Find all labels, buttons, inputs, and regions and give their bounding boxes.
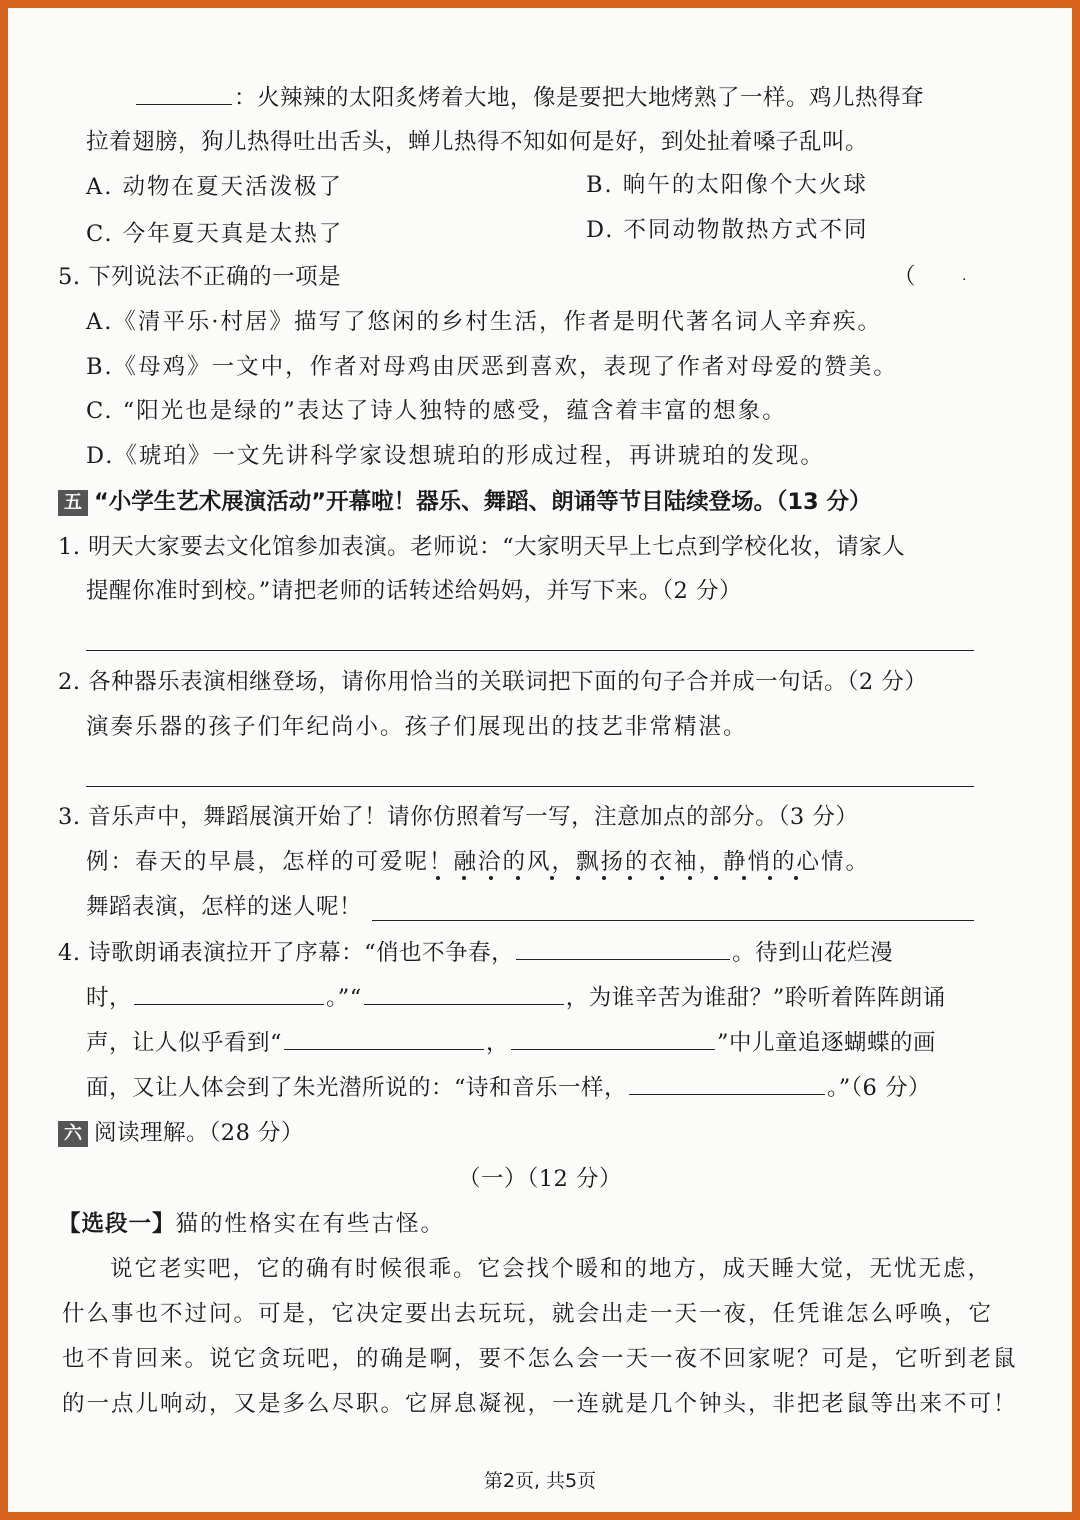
q5-option-d: D.《琥珀》一文先讲科学家设想琥珀的形成过程，再讲琥珀的发现。: [86, 443, 825, 469]
q4-line1: [134, 82, 924, 113]
q5-stem: 5. 下列说法不正确的一项是: [58, 264, 342, 290]
passage-line2: 什么事也不过问。可是，它决定要出去玩玩，就会出走一天一夜，任凭谁怎么呼唤，它: [62, 1301, 994, 1327]
passage-line1: 说它老实吧，它的确有时候很乖。它会找个暖和的地方，成天睡大觉，无忧无虑，: [110, 1256, 993, 1282]
section6-title: 阅读理解。（28 分）: [94, 1120, 305, 1146]
s5-q2-line2: 演奏乐器的孩子们年纪尚小。孩子们展现出的技艺非常精湛。: [86, 714, 748, 740]
answer-blank[interactable]: [136, 82, 232, 105]
passage-subtitle: （一）（12 分）: [457, 1166, 623, 1192]
s5-q1-line2: 提醒你准时到校。”请把老师的话转述给妈妈，并写下来。（2 分）: [86, 578, 742, 604]
emphasis-dots: [434, 876, 804, 882]
answer-blank[interactable]: [629, 1072, 825, 1095]
passage-label: 【选段一】: [58, 1211, 176, 1237]
section-badge: 六: [58, 1121, 88, 1147]
passage-line3: 也不肯回来。说它贪玩吧，的确是啊，要不怎么会一天一夜不回家呢？可是，它听到老鼠: [62, 1346, 1018, 1372]
option-c: C. 今年夏天真是太热了: [86, 221, 344, 247]
option-b: B. 晌午的太阳像个大火球: [586, 172, 868, 198]
s5-q4-line4: 面，又让人体会到了朱光潜所说的：“诗和音乐一样， 。”（6 分）: [86, 1072, 931, 1103]
section5-heading: [58, 487, 871, 517]
s5-q1-line1: 1. 明天大家要去文化馆参加表演。老师说：“大家明天早上七点到学校化妆，请家人: [58, 534, 906, 560]
answer-line-q3[interactable]: [372, 920, 974, 921]
s5-q4-line3: 声，让人似乎看到“ ， ”中儿童追逐蝴蝶的画: [86, 1027, 936, 1058]
s5-q2-line1: 2. 各种器乐表演相继登场，请你用恰当的关联词把下面的句子合并成一句话。（2 分）: [58, 669, 928, 695]
q5-option-c: C. “阳光也是绿的”表达了诗人独特的感受，蕴含着丰富的想象。: [86, 398, 787, 424]
paren-dot: ·: [962, 272, 967, 288]
paren-open: （: [893, 264, 917, 290]
answer-blank[interactable]: [511, 1027, 715, 1050]
answer-blank[interactable]: [364, 982, 564, 1005]
section6-heading: [58, 1118, 304, 1148]
s5-q3-prompt: 舞蹈表演，怎样的迷人呢！: [86, 894, 363, 920]
answer-blank[interactable]: [134, 982, 324, 1005]
q5-option-b: B.《母鸡》一文中，作者对母鸡由厌恶到喜欢，表现了作者对母爱的赞美。: [86, 354, 898, 380]
option-d: D. 不同动物散热方式不同: [586, 217, 869, 243]
answer-line-q2[interactable]: [86, 786, 974, 787]
s5-q4-line2: 时， 。”“ ，为谁辛苦为谁甜？”聆听着阵阵朗诵: [86, 982, 946, 1013]
answer-blank[interactable]: [284, 1027, 484, 1050]
section-badge: 五: [58, 490, 88, 516]
passage-line4: 的一点儿响动，又是多么尽职。它屏息凝视，一连就是几个钟头，非把老鼠等出来不可！: [62, 1391, 1018, 1417]
s5-q3-line1: 3. 音乐声中，舞蹈展演开始了！请你仿照着写一写，注意加点的部分。（3 分）: [58, 804, 859, 830]
option-a: A. 动物在夏天活泼极了: [86, 174, 344, 200]
q4-text1: ：火辣辣的太阳炙烤着大地，像是要把大地烤熟了一样。鸡儿热得耷: [234, 85, 925, 111]
answer-paren[interactable]: [893, 262, 916, 292]
page-footer: 第2页, 共5页: [483, 1470, 597, 1492]
s5-q3-example: 例：春天的早晨，怎样的可爱呢！融洽的风，飘扬的衣袖，静悄的心情。: [86, 849, 871, 875]
section5-title: “小学生艺术展演活动”开幕啦！器乐、舞蹈、朗诵等节目陆续登场。（13 分）: [94, 489, 872, 515]
q4-line2: 拉着翅膀，狗儿热得吐出舌头，蝉儿热得不知如何是好，到处扯着嗓子乱叫。: [86, 129, 869, 155]
s5-q4-line1: 4. 诗歌朗诵表演拉开了序幕：“俏也不争春， 。待到山花烂漫: [58, 937, 893, 968]
answer-line-q1[interactable]: [86, 650, 974, 651]
passage-first-line: 【选段一】猫的性格实在有些古怪。: [58, 1211, 446, 1237]
q5-option-a: A.《清平乐·村居》描写了悠闲的乡村生活，作者是明代著名词人辛弃疾。: [86, 309, 883, 335]
answer-blank[interactable]: [516, 937, 730, 960]
